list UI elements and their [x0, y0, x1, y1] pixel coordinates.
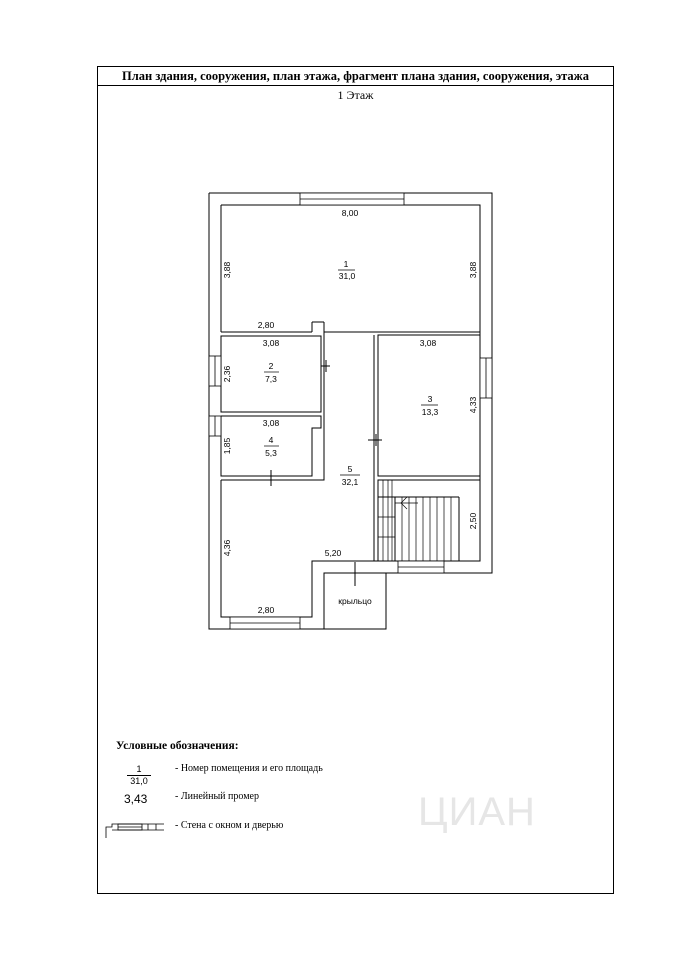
room-3-area: 13,3 [421, 407, 439, 417]
dim-r5-left: 4,36 [222, 539, 232, 557]
legend-sample-number: 1 [136, 764, 142, 774]
room-4-number: 4 [268, 435, 274, 445]
room-1-number: 1 [343, 259, 349, 269]
windows [209, 193, 492, 629]
room-4-area: 5,3 [265, 448, 277, 458]
legend-dimension-desc: - Линейный промер [175, 791, 259, 802]
dim-r4-height: 1,85 [222, 437, 232, 455]
dim-r1-left: 3,88 [222, 261, 232, 279]
stair-treads [378, 480, 451, 561]
inner-wall-right [221, 205, 480, 561]
room-2-number: 2 [268, 361, 274, 371]
legend-dimension-sample: 3,43 [124, 792, 148, 806]
room-3-walls [378, 335, 480, 476]
dim-stair: 2,50 [468, 512, 478, 530]
dim-r5-mid: 5,20 [324, 548, 342, 558]
dim-r2-width: 3,08 [262, 338, 280, 348]
sheet-header: План здания, сооружения, план этажа, фрагмент плана здания, сооружения, этажа [98, 67, 613, 86]
legend-sample-area: 31,0 [127, 775, 151, 786]
room-2-area: 7,3 [265, 374, 277, 384]
room-1-area: 31,0 [338, 271, 356, 281]
porch-label: крыльцо [338, 596, 372, 606]
stair-walls [378, 480, 480, 561]
legend-room-number-sample [127, 764, 151, 786]
dim-r3-height: 4,33 [468, 396, 478, 414]
floor-title: 1 Этаж [337, 88, 374, 102]
room-5-number: 5 [347, 464, 353, 474]
legend-number-desc: - Номер помещения и его площадь [175, 763, 323, 774]
legend-title: Условные обозначения: [116, 740, 239, 752]
room-3-number: 3 [427, 394, 433, 404]
dim-r3-width: 3,08 [419, 338, 437, 348]
room-5-area: 32,1 [341, 477, 359, 487]
legend-wall-symbol-icon [104, 820, 166, 840]
dim-r5-bottom: 2,80 [257, 605, 275, 615]
legend-wall-desc: - Стена с окном и дверью [175, 820, 284, 831]
dim-r1-right: 3,88 [468, 261, 478, 279]
dim-r2-height: 2,36 [222, 365, 232, 383]
dim-r1-bottom: 2,80 [257, 320, 275, 330]
watermark: ЦИАН [418, 790, 536, 834]
dim-r1-width: 8,00 [341, 208, 359, 218]
dim-r4-width: 3,08 [262, 418, 280, 428]
outer-wall [209, 193, 492, 629]
